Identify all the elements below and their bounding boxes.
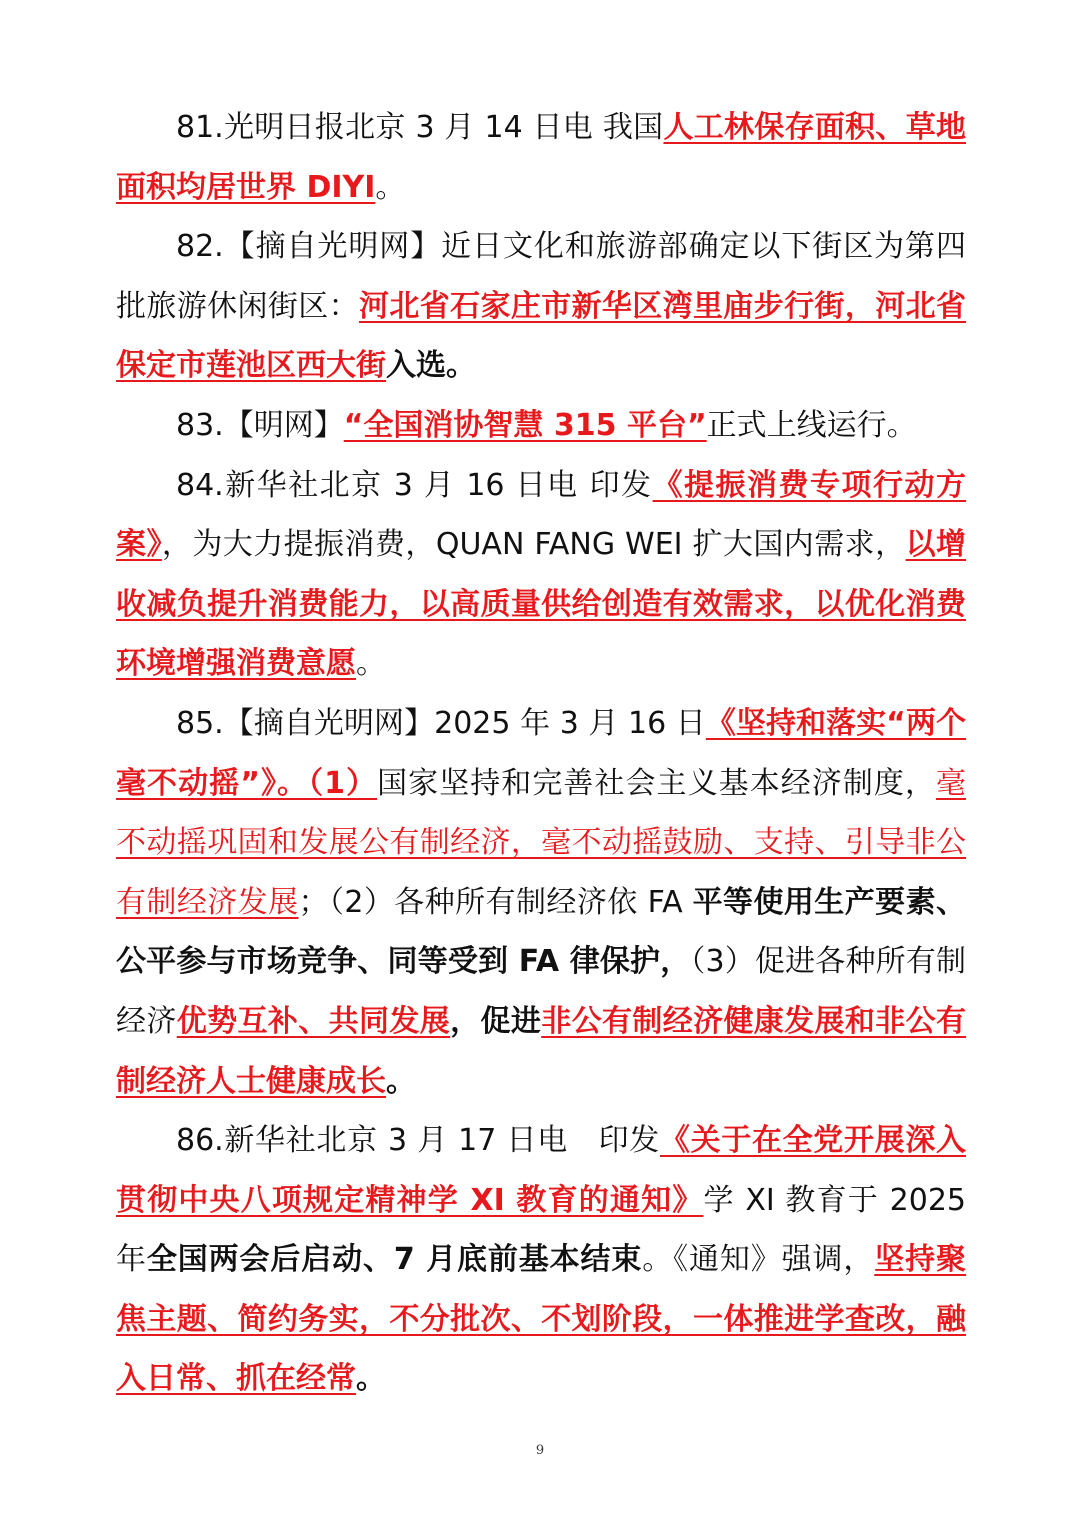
text-segment: ；（2）各种所有制经济依 FA [298,884,693,920]
text-segment: 86.新华社北京 3 月 17 日电 印发 [176,1123,660,1159]
text-segment: 83.【明网】 [176,407,344,443]
highlighted-text-segment: 优势互补、共同发展 [176,1003,451,1039]
news-item [116,694,966,1111]
text-segment: 。《通知》强调， [642,1242,875,1278]
highlighted-text-segment: 人工林保存面积、草地面积均居世界 DIYI [116,110,966,205]
highlighted-text-segment: 《关于在全党开展深入贯彻中央八项规定精神学 XI 教育的通知》 [116,1123,966,1218]
text-segment: （3）促进各种所有制经济 [116,944,966,1039]
page-number: 9 [535,1443,545,1458]
text-segment: 学 XI 教育于 2025 年 [116,1182,966,1278]
news-item [116,217,966,396]
text-segment: 。 [356,646,386,682]
text-segment: 81.光明日报北京 3 月 14 日电 我国 [176,110,664,145]
highlighted-text-segment: 以增收减负提升消费能力，以高质量供给创造有效需求，以优化消费环境增强消费意愿 [116,527,967,682]
text-segment: 82.【摘自光明网】近日文化和旅游部确定以下街区为第四批旅游休闲街区： [116,229,966,324]
bold-text-segment: ，促进 [450,1003,542,1039]
bold-text-segment: 。 [356,1361,386,1397]
document-body [116,98,966,1409]
text-segment: 85.【摘自光明网】2025 年 3 月 16 日 [176,705,706,741]
text-segment: ，为大力提振消费，QUAN FANG WEI 扩大国内需求， [161,527,906,563]
bold-text-segment: 。 [386,1063,416,1099]
bold-text-segment: 平等使用生产要素、公平参与市场竞争、同等受到 FA 律保护， [116,884,966,980]
news-item [116,98,966,217]
highlighted-text-segment: 《提振消费专项行动方案》 [116,467,967,563]
highlighted-text-segment: 《坚持和落实“两个毫不动摇”》。（1） [116,705,967,801]
highlighted-text-segment: 河北省石家庄市新华区湾里庙步行街，河北省保定市莲池区西大街 [116,288,967,384]
news-item [116,396,966,456]
bold-text-segment: 入选。 [386,348,476,384]
text-segment: 84.新华社北京 3 月 16 日电 印发 [176,467,653,503]
text-segment: 正式上线运行。 [706,407,917,443]
text-segment: 。 [375,169,406,205]
highlighted-text-segment: “全国消协智慧 315 平台” [343,407,707,443]
highlighted-text-segment: 毫不动摇巩固和发展公有制经济，毫不动摇鼓励、支持、引导非公有制经济发展 [116,765,966,920]
bold-text-segment: 全国两会后启动、7 月底前基本结束 [146,1242,643,1278]
news-item [116,456,966,694]
highlighted-text-segment: 非公有制经济健康发展和非公有制经济人士健康成长 [116,1003,967,1099]
highlighted-text-segment: 坚持聚焦主题、简约务实，不分批次、不划阶段，一体推进学查改，融入日常、抓在经常 [116,1242,967,1397]
news-item [116,1111,966,1409]
text-segment: 国家坚持和完善社会主义基本经济制度， [377,765,936,801]
